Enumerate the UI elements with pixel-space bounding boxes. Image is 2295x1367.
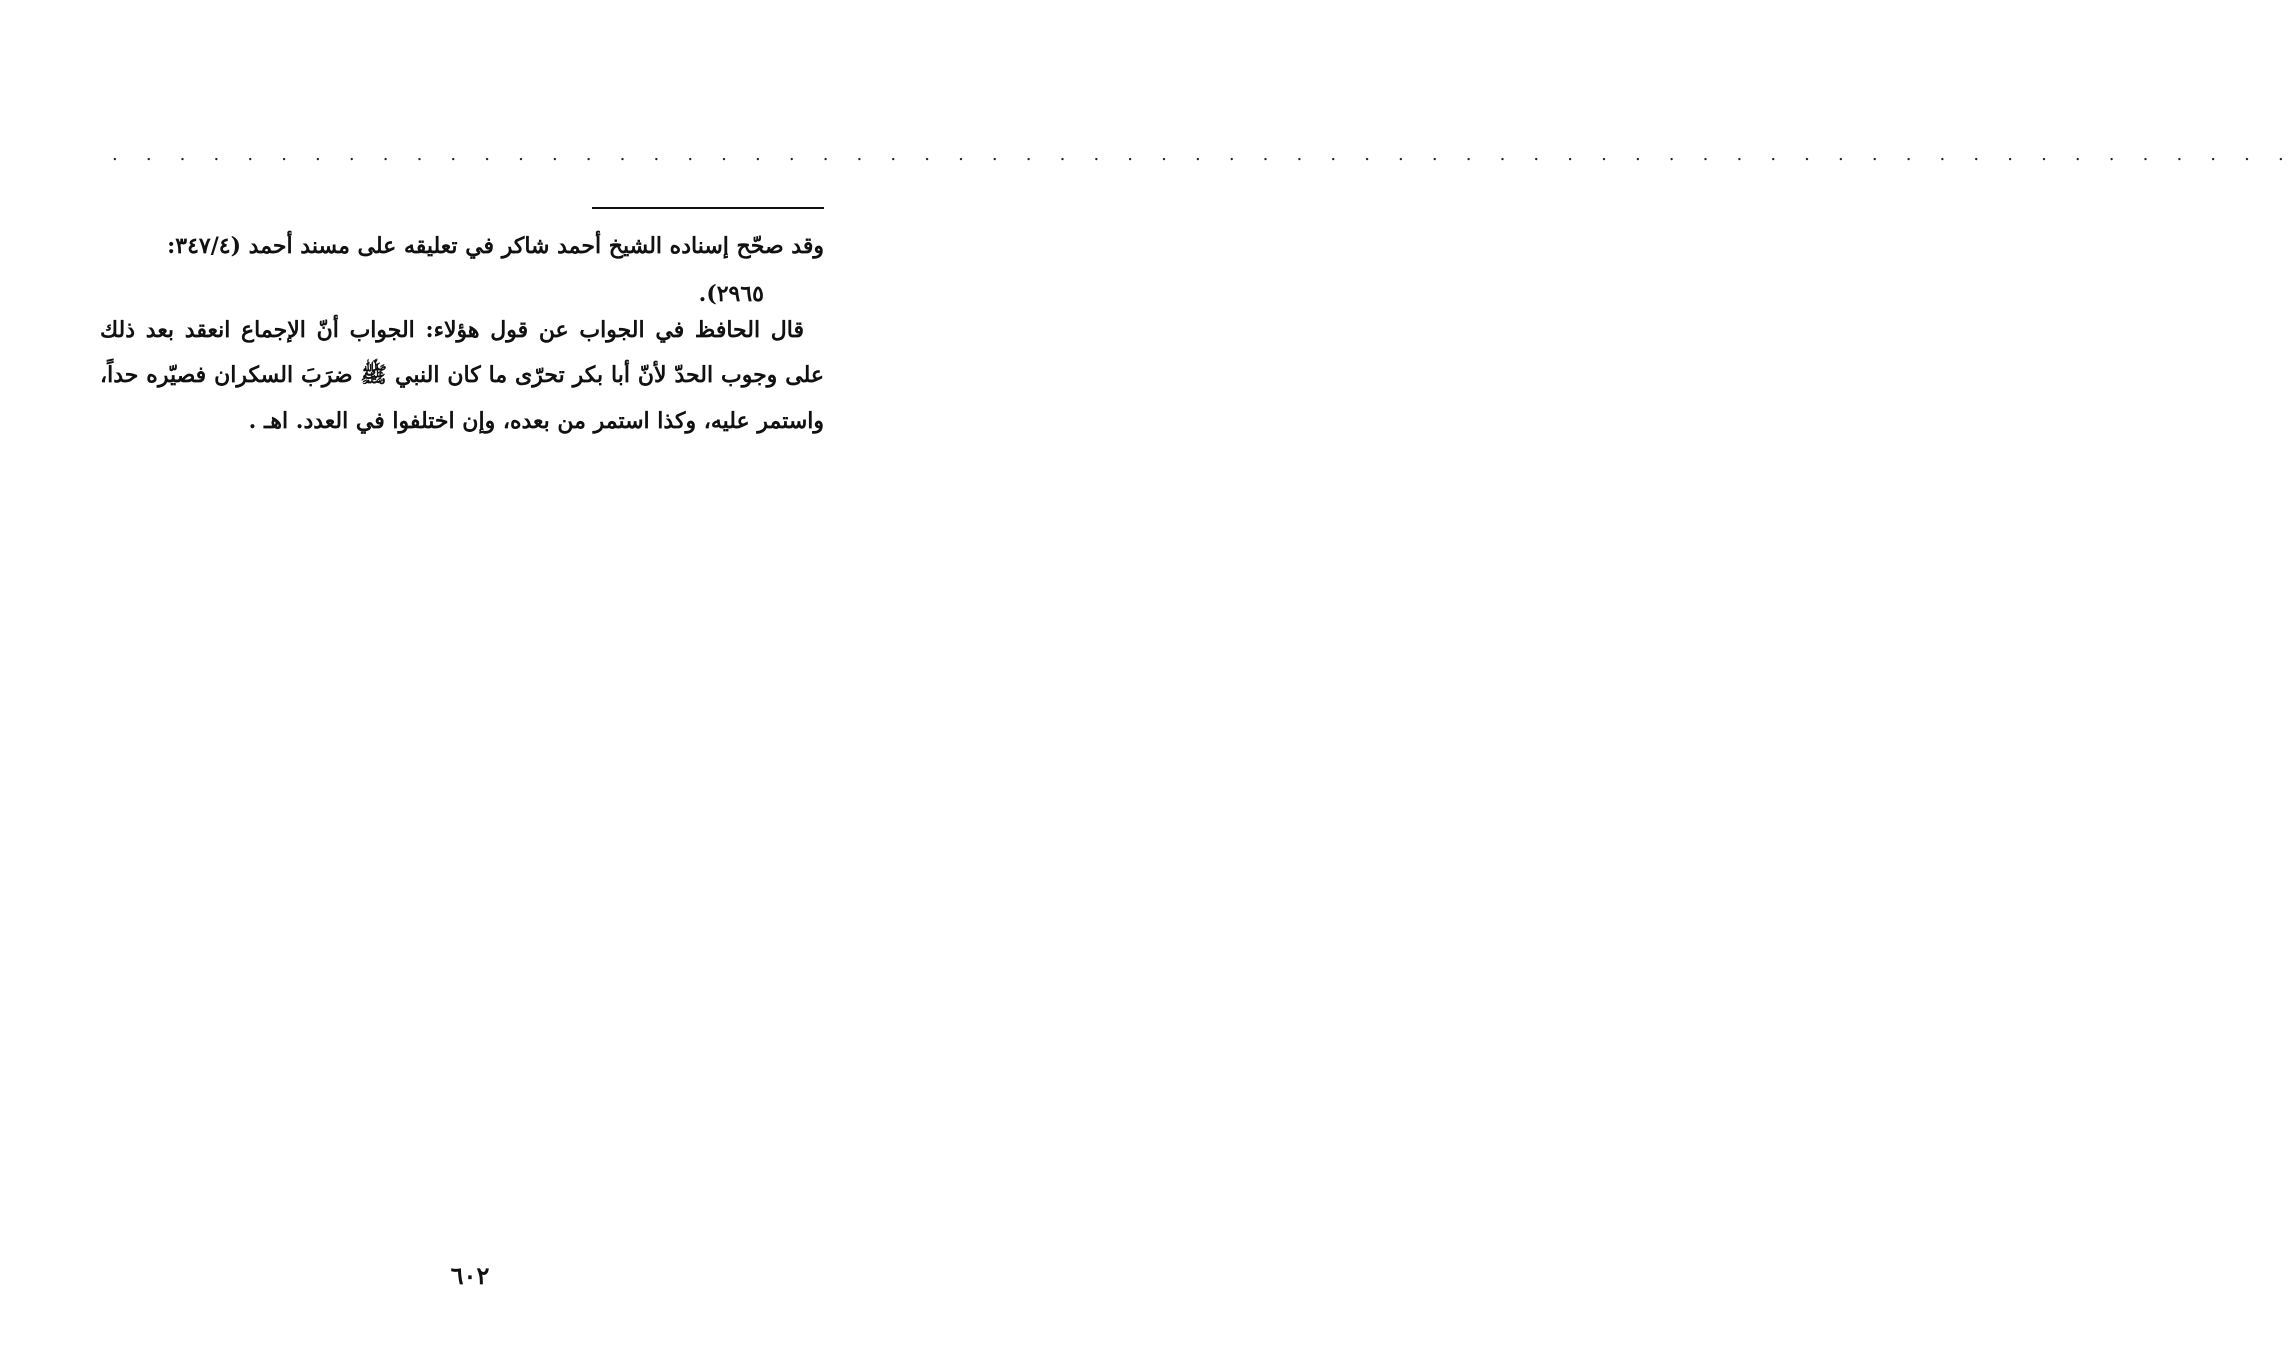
footnote-line-2: ٢٩٦٥). (698, 281, 764, 307)
dotted-separator: . . . . . . . . . . . . . . . . . . . . . . . . . . . . . . . . . . . . . . . . . . . . . . . . . . . . . . . . . . . . . . . . . (112, 144, 2295, 165)
paragraph-line-1: قال الحافظ في الجواب عن قول هؤلاء: الجواب أنّ الإجماع انعقد بعد ذلك (100, 317, 804, 343)
footnote-line-1: وقد صحّح إسناده الشيخ أحمد شاكر في تعليقه على مسند أحمد (٣٤٧/٤: (167, 233, 824, 259)
footnote-rule (592, 207, 824, 209)
paragraph-line-3: واستمر عليه، وكذا استمر من بعده، وإن اختلفوا في العدد. اهـ . (248, 408, 824, 434)
paragraph-line-2: على وجوب الحدّ لأنّ أبا بكر تحرّى ما كان النبي ﷺ ضرَبَ السكران فصيّره حداً، (100, 362, 824, 388)
page-number: ٦٠٢ (450, 1261, 490, 1290)
